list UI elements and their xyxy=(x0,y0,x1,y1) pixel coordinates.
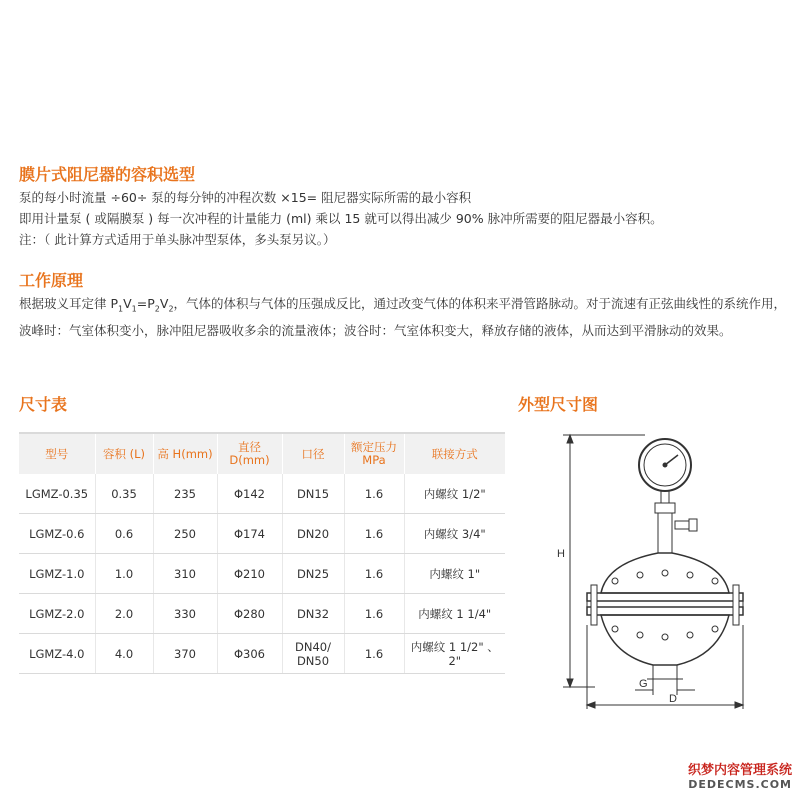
table-row xyxy=(19,594,505,634)
diameter-label: D xyxy=(669,693,677,705)
height-label: H xyxy=(557,548,565,560)
table-cell: 370 xyxy=(153,634,217,674)
formula-line: 泵的每小时流量 ÷60÷ 泵的每分钟的冲程次数 ×15= 阻尼器实际所需的最小容积 xyxy=(19,190,472,205)
table-header-cell: 型号 xyxy=(19,433,95,474)
table-header-cell: 口径 xyxy=(282,433,344,474)
table-header-cell: 联接方式 xyxy=(404,433,505,474)
table-cell: 235 xyxy=(153,474,217,514)
table-cell: 内螺纹 1 1/2" 、2" xyxy=(404,634,505,674)
table-cell: 2.0 xyxy=(95,594,153,634)
table-cell: 1.0 xyxy=(95,554,153,594)
table-row xyxy=(19,514,505,554)
table-cell: 内螺纹 1" xyxy=(404,554,505,594)
table-cell: 4.0 xyxy=(95,634,153,674)
table-cell: Φ280 xyxy=(217,594,282,634)
table-header-cell: 容积 (L) xyxy=(95,433,153,474)
explanation-line: 即用计量泵 ( 或隔膜泵 ) 每一次冲程的计量能力 (ml) 乘以 15 就可以得出减少 90% 脉冲所需要的阻尼器最小容积。 xyxy=(19,211,663,226)
table-cell: 内螺纹 1 1/4" xyxy=(404,594,505,634)
working-principle-text xyxy=(19,293,797,341)
working-principle-paragraph: 根据玻义耳定律 $P_1V_1=P_2V_2$，气体的体积与气体的压强成反比，通过改变气体的体积来平滑管路脉动。对于流速有正弦曲线性的系统作用，波峰时：气室体积变小，脉冲阻尼器吸收多余的流量液体；波谷时：气室体积变大，释放存储的液体，从而达到平滑脉动的效果。 xyxy=(19,296,787,338)
model-cell: LGMZ-0.6 xyxy=(19,514,95,554)
dimension-drawing-title: 外型尺寸图 xyxy=(518,395,599,414)
table-cell: 1.6 xyxy=(344,474,404,514)
table-cell: 1.6 xyxy=(344,594,404,634)
capacity-selection-text xyxy=(19,187,663,250)
table-cell: 内螺纹 1/2" xyxy=(404,474,505,514)
model-cell: LGMZ-0.35 xyxy=(19,474,95,514)
table-cell: 1.6 xyxy=(344,514,404,554)
table-cell: 1.6 xyxy=(344,634,404,674)
size-table-title: 尺寸表 xyxy=(19,395,68,414)
table-header-cell: 高 H(mm) xyxy=(153,433,217,474)
table-row xyxy=(19,554,505,594)
table-cell: DN20 xyxy=(282,514,344,554)
watermark-en: DEDECMS.COM xyxy=(688,778,792,791)
table-cell: DN15 xyxy=(282,474,344,514)
table-cell: DN25 xyxy=(282,554,344,594)
principle-text-start: 根据玻义耳定律 P xyxy=(19,296,119,311)
table-cell: Φ174 xyxy=(217,514,282,554)
table-row xyxy=(19,474,505,514)
table-cell: 330 xyxy=(153,594,217,634)
working-principle-title: 工作原理 xyxy=(19,271,84,290)
table-cell: 内螺纹 3/4" xyxy=(404,514,505,554)
size-table xyxy=(19,432,505,674)
table-cell: 0.35 xyxy=(95,474,153,514)
table-body xyxy=(19,474,505,674)
model-cell: LGMZ-1.0 xyxy=(19,554,95,594)
table-cell: DN32 xyxy=(282,594,344,634)
table-header-cell: 额定压力 MPa xyxy=(344,433,404,474)
capacity-selection-title: 膜片式阻尼器的容积选型 xyxy=(19,165,196,184)
port-g-label: G xyxy=(639,678,648,690)
table-cell: 310 xyxy=(153,554,217,594)
table-row xyxy=(19,634,505,674)
table-header-row xyxy=(19,433,505,474)
watermark-cn: 织梦内容管理系统 xyxy=(687,763,792,778)
table-cell: Φ210 xyxy=(217,554,282,594)
principle-text-end: ，气体的体积与气体的压强成反比，通过改变气体的体积来平滑管路脉动。对于流速有正弦曲线性的系统作用，波峰时：气室体积变小，脉冲阻尼器吸收多余的流量液体；波谷时：气室体积变大，释放存储的液体，从而达到平滑脉动的效果。 xyxy=(19,296,787,338)
watermark-logo xyxy=(688,764,792,792)
table-header-cell: 直径 D(mm) xyxy=(217,433,282,474)
model-cell: LGMZ-4.0 xyxy=(19,634,95,674)
table-cell: DN40/ DN50 xyxy=(282,634,344,674)
dimension-drawing xyxy=(535,425,765,715)
table-cell: 250 xyxy=(153,514,217,554)
model-cell: LGMZ-2.0 xyxy=(19,594,95,634)
table-cell: Φ142 xyxy=(217,474,282,514)
table-cell: 0.6 xyxy=(95,514,153,554)
table-cell: Φ306 xyxy=(217,634,282,674)
note-line: 注：（ 此计算方式适用于单头脉冲型泵体，多头泵另议。） xyxy=(19,232,336,247)
table-cell: 1.6 xyxy=(344,554,404,594)
